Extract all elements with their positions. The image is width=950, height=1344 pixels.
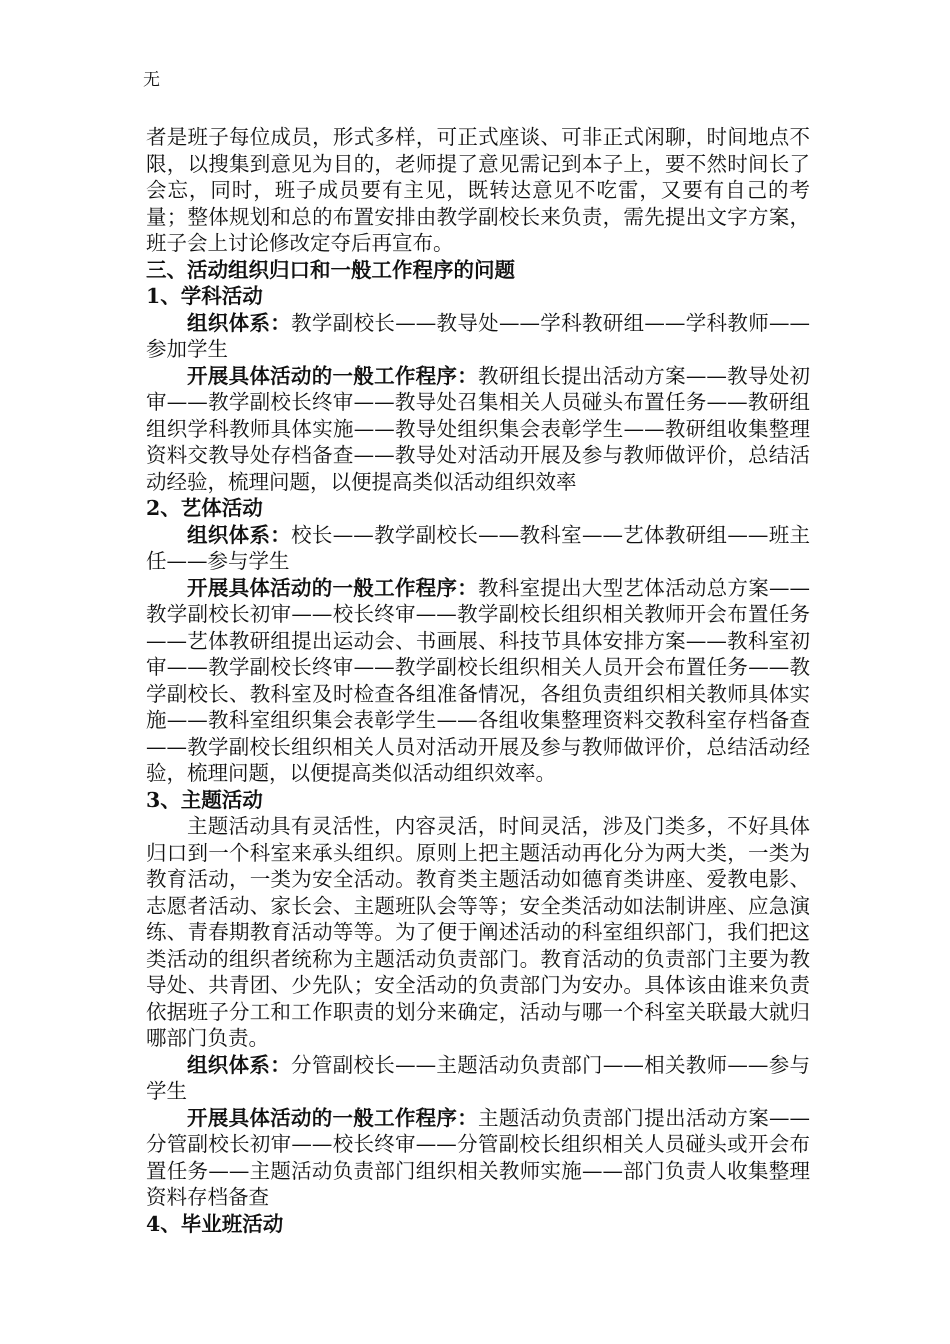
subsection-heading-theme-activities: 3、主题活动 (146, 787, 263, 812)
org-system-paragraph (146, 310, 810, 363)
org-system-label: 组织体系： (187, 522, 292, 547)
procedure-label: 开展具体活动的一般工作程序： (187, 363, 478, 388)
subsection-heading-subject-activities: 1、学科活动 (146, 284, 263, 308)
section-heading-3: 三、活动组织归口和一般工作程序的问题 (146, 257, 515, 282)
subsection-heading-arts-sports-activities: 2、艺体活动 (146, 496, 263, 520)
org-system-paragraph (146, 1052, 810, 1105)
document-body (146, 124, 810, 1237)
procedure-paragraph (146, 575, 810, 787)
subsection-heading-graduating-class-activities: 4、毕业班活动 (146, 1211, 284, 1236)
theme-activities-paragraph: 主题活动具有灵活性，内容灵活，时间灵活，涉及门类多，不好具体归口到一个科室来承头组织。原则上把主题活动再化分为两大类，一类为教育活动，一类为安全活动。教育类主题活动如德育类讲座、爱教电影、志愿者活动、家长会、主题班队会等等；安全类活动如法制讲座、应急演练、青春期教育活动等等。为了便于阐述活动的科室组织部门，我们把这类活动的组织者统称为主题活动负责部门。教育活动的负责部门主要为教导处、共青团、少先队；安全活动的负责部门为安办。具体该由谁来负责依据班子分工和工作职责的划分来确定，活动与哪一个科室关联最大就归哪部门负责。 (146, 814, 810, 1050)
org-system-paragraph (146, 522, 810, 575)
page-header-mark: 无 (143, 70, 160, 90)
procedure-text: 教研组长提出活动方案——教导处初审——教学副校长终审——教导处召集相关人员碰头布置任务——教研组组织学科教师具体实施——教导处组织集会表彰学生——教研组收集整理资料交教导处存档备查——教导处对活动开展及参与教师做评价，总结活动经验，梳理问题，以便提高类似活动组织效率 (146, 363, 810, 494)
procedure-paragraph (146, 363, 810, 496)
org-system-text: 分管副校长——主题活动负责部门——相关教师——参与学生 (146, 1052, 811, 1103)
org-system-label: 组织体系： (187, 1052, 292, 1077)
procedure-label: 开展具体活动的一般工作程序： (187, 1105, 478, 1130)
procedure-text: 主题活动负责部门提出活动方案——分管副校长初审——校长终审——分管副校长组织相关人员碰头或开会布置任务——主题活动负责部门组织相关教师实施——部门负责人收集整理资料存档备查 (146, 1105, 810, 1209)
org-system-text: 校长——教学副校长——教科室——艺体教研组——班主任——参与学生 (146, 522, 811, 573)
procedure-text: 教科室提出大型艺体活动总方案——教学副校长初审——校长终审——教学副校长组织相关教师开会布置任务——艺体教研组提出运动会、书画展、科技节具体安排方案——教科室初审——教学副校长终审——教学副校长组织相关人员开会布置任务——教学副校长、教科室及时检查各组准备情况，各组负责组织相关教师具体实施——教科室组织集会表彰学生——各组收集整理资料交教科室存档备查——教学副校长组织相关人员对活动开展及参与教师做评价，总结活动经验，梳理问题，以便提高类似活动组织效率。 (146, 575, 810, 785)
procedure-paragraph (146, 1105, 810, 1211)
procedure-label: 开展具体活动的一般工作程序： (187, 575, 478, 600)
org-system-text: 教学副校长——教导处——学科教研组——学科教师——参加学生 (146, 310, 811, 361)
intro-paragraph: 者是班子每位成员，形式多样，可正式座谈、可非正式闲聊，时间地点不限，以搜集到意见为目的，老师提了意见需记到本子上，要不然时间长了会忘，同时，班子成员要有主见，既转达意见不吃雷，又要有自己的考量；整体规划和总的布置安排由教学副校长来负责，需先提出文字方案，班子会上讨论修改定夺后再宣布。 (146, 125, 810, 255)
org-system-label: 组织体系： (187, 310, 292, 335)
